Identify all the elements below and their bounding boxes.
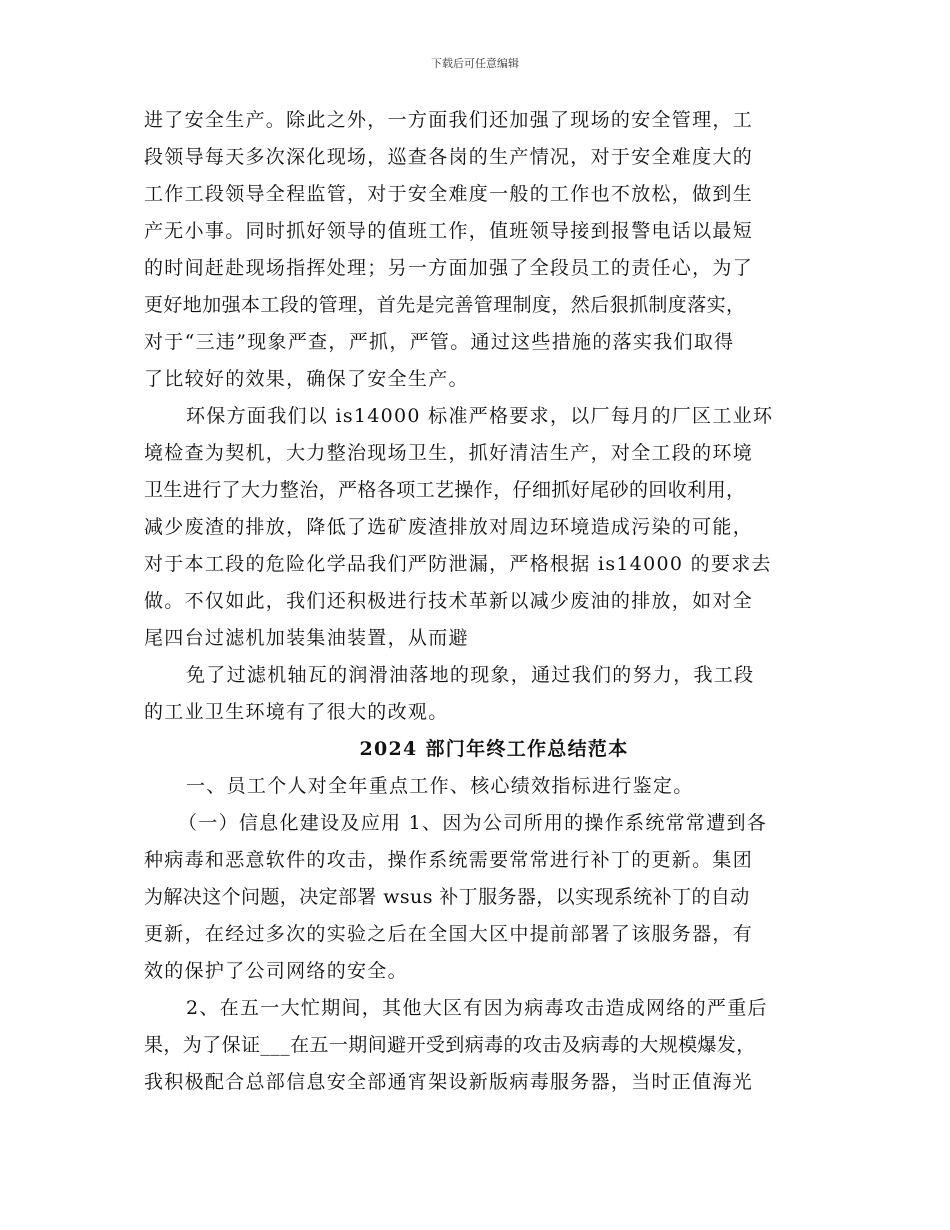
- text-line: 尾四台过滤机加装集油装置，从而避: [144, 627, 469, 649]
- paragraph-start-line: 一、员工个人对全年重点工作、核心绩效指标进行鉴定。: [186, 775, 694, 797]
- text-line: 段领导每天多次深化现场，巡查各岗的生产情况，对于安全难度大的: [144, 146, 754, 168]
- text-line: 境检查为契机，大力整治现场卫生，抓好清洁生产，对全工段的环境: [144, 442, 754, 464]
- text-line: 了比较好的效果，确保了安全生产。: [144, 368, 469, 390]
- text-line: 果，为了保证___在五一期间避开受到病毒的攻击及病毒的大规模爆发，: [144, 1034, 756, 1056]
- text-line: 为解决这个问题，决定部署 wsus 补丁服务器，以实现系统补丁的自动: [144, 886, 750, 908]
- paragraph-start-line: 2、在五一大忙期间，其他大区有因为病毒攻击造成网络的严重后: [186, 997, 768, 1019]
- text-line: 卫生进行了大力整治，严格各项工艺操作，仔细抓好尾砂的回收利用，: [144, 479, 746, 501]
- text-line: 更好地加强本工段的管理，首先是完善管理制度，然后狠抓制度落实，: [144, 294, 746, 316]
- text-line: 的时间赶赴现场指挥处理；另一方面加强了全段员工的责任心，为了: [144, 257, 754, 279]
- document-body: [144, 102, 824, 1101]
- text-line: 的工业卫生环境有了很大的改观。: [144, 701, 449, 723]
- paragraph-start-line: （一）信息化建设及应用 1、因为公司所用的操作系统常常遭到各: [178, 812, 768, 834]
- text-line: 我积极配合总部信息安全部通宵架设新版病毒服务器，当时正值海光: [144, 1071, 754, 1093]
- text-line: 进了安全生产。除此之外，一方面我们还加强了现场的安全管理，工: [144, 109, 754, 131]
- text-line: 工作工段领导全程监管，对于安全难度一般的工作也不放松，做到生: [144, 183, 754, 205]
- text-line: 种病毒和恶意软件的攻击，操作系统需要常常进行补丁的更新。集团: [144, 849, 754, 871]
- text-line: 效的保护了公司网络的安全。: [144, 960, 408, 982]
- paragraph-start-line: 环保方面我们以 is14000 标准严格要求，以厂每月的厂区工业环: [186, 405, 774, 427]
- paragraph-start-line: 免了过滤机轴瓦的润滑油落地的现象，通过我们的努力，我工段: [186, 664, 755, 686]
- text-line: 减少废渣的排放，降低了选矿废渣排放对周边环境造成污染的可能，: [144, 516, 754, 538]
- header-note: 下载后可任意编辑: [431, 57, 519, 70]
- text-line: 产无小事。同时抓好领导的值班工作，值班领导接到报警电话以最短: [144, 220, 754, 242]
- text-line: 对于本工段的危险化学品我们严防泄漏，严格根据 is14000 的要求去: [144, 553, 772, 575]
- section-title: 2024 部门年终工作总结范本: [359, 738, 629, 760]
- text-line: 做。不仅如此，我们还积极进行技术革新以减少废油的排放，如对全: [144, 590, 754, 612]
- text-line: 对于“三违”现象严查，严抓，严管。通过这些措施的落实我们取得: [144, 331, 735, 353]
- text-line: 更新，在经过多次的实验之后在全国大区中提前部署了该服务器，有: [144, 923, 754, 945]
